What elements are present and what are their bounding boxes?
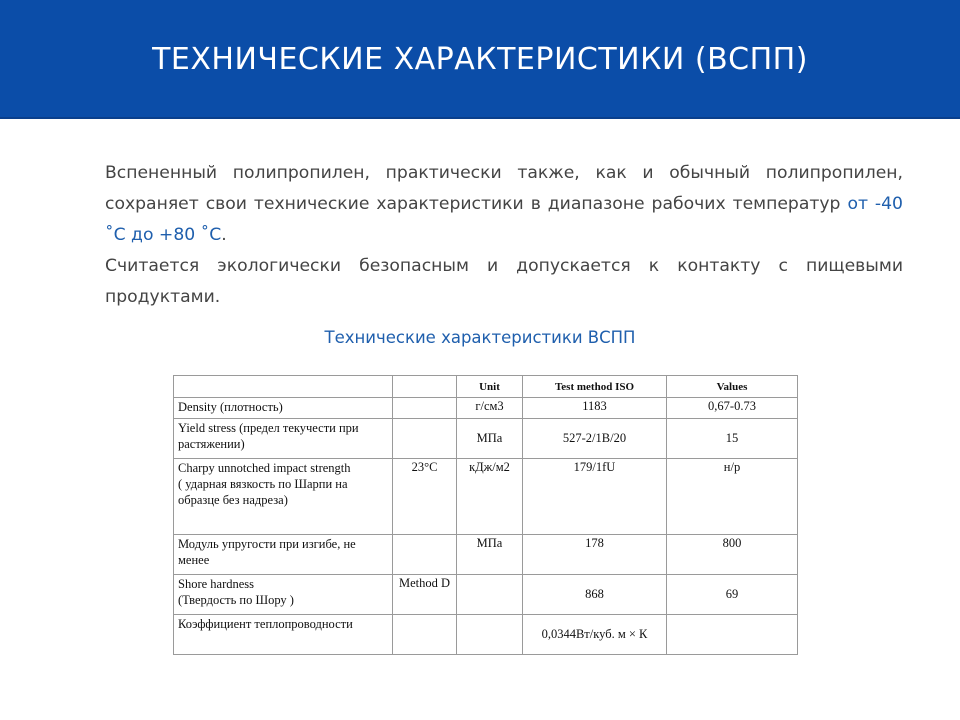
value-cell: 15 <box>667 419 798 459</box>
spec-table <box>173 375 798 655</box>
condition-cell <box>393 398 457 419</box>
table-row <box>174 575 798 615</box>
property-name-en: Charpy unnotched impact strength <box>178 461 351 475</box>
table-row <box>174 419 798 459</box>
table-row <box>174 615 798 655</box>
table-header-row <box>174 376 798 398</box>
table-row <box>174 398 798 419</box>
unit-cell <box>457 575 523 615</box>
unit-cell <box>457 615 523 655</box>
value-cell: 800 <box>667 535 798 575</box>
value-cell: 69 <box>667 575 798 615</box>
intro-text <box>105 158 903 313</box>
condition-cell <box>393 615 457 655</box>
method-cell: 1183 <box>523 398 667 419</box>
property-name <box>174 575 393 615</box>
property-name: Yield stress (предел текучести при растяжении) <box>174 419 393 459</box>
unit-cell: МПа <box>457 535 523 575</box>
property-name-en: Shore hardness <box>178 577 255 591</box>
value-cell <box>667 615 798 655</box>
temperature-range: от -40 ˚С до +80 ˚С <box>105 194 903 245</box>
property-name <box>174 459 393 535</box>
property-name-ru: (Твердость по Шору ) <box>178 593 294 607</box>
property-name-ru: ( ударная вязкость по Шарпи на образце без надреза) <box>178 477 348 507</box>
title-banner <box>0 0 960 119</box>
intro-paragraph-1 <box>105 158 903 251</box>
condition-cell <box>393 419 457 459</box>
method-cell: 527-2/1B/20 <box>523 419 667 459</box>
unit-cell: МПа <box>457 419 523 459</box>
header-cell-method: Test method ISO <box>523 376 667 398</box>
condition-cell: Method D <box>393 575 457 615</box>
table-caption: Технические характеристики ВСПП <box>324 328 636 347</box>
property-name: Модуль упругости при изгибе, не менее <box>174 535 393 575</box>
condition-cell <box>393 535 457 575</box>
table-row <box>174 535 798 575</box>
value-cell: 0,67-0.73 <box>667 398 798 419</box>
intro-paragraph-2: Считается экологически безопасным и допускается к контакту с пищевыми продуктами. <box>105 256 903 307</box>
condition-cell: 23°C <box>393 459 457 535</box>
header-cell-condition <box>393 376 457 398</box>
header-cell-property <box>174 376 393 398</box>
method-cell: 0,0344Вт/куб. м × К <box>523 615 667 655</box>
intro-paragraph-1-end: . <box>221 225 227 245</box>
value-cell: н/р <box>667 459 798 535</box>
property-name: Density (плотность) <box>174 398 393 419</box>
page-title: ТЕХНИЧЕСКИЕ ХАРАКТЕРИСТИКИ (ВСПП) <box>152 42 808 77</box>
header-cell-unit: Unit <box>457 376 523 398</box>
header-cell-values: Values <box>667 376 798 398</box>
unit-cell: г/см3 <box>457 398 523 419</box>
method-cell: 179/1fU <box>523 459 667 535</box>
table-row <box>174 459 798 535</box>
method-cell: 178 <box>523 535 667 575</box>
property-name: Коэффициент теплопроводности <box>174 615 393 655</box>
intro-paragraph-1-text: Вспененный полипропилен, практически также, как и обычный полипропилен, сохраняет свои технические характеристики в диапазоне рабочих температур <box>105 163 903 214</box>
unit-cell: кДж/м2 <box>457 459 523 535</box>
method-cell: 868 <box>523 575 667 615</box>
